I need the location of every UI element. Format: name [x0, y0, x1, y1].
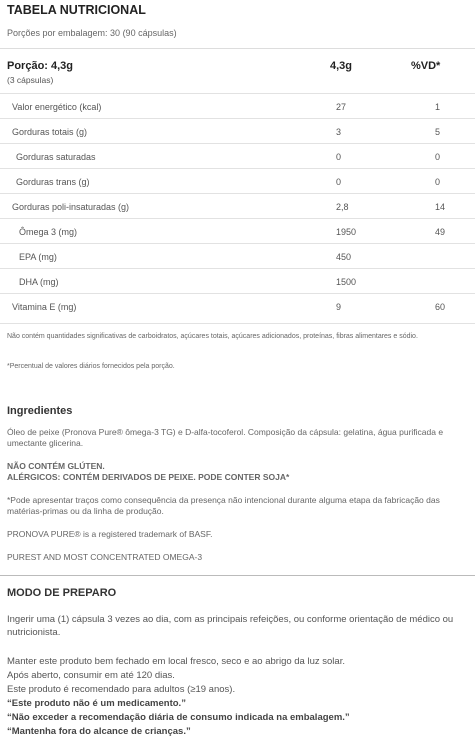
ingredients-text: Óleo de peixe (Pronova Pure® ômega-3 TG) e D-alfa-tocoferol. Composição da cápsula: gelatina, água purificada e umectante glicerina.	[7, 427, 444, 448]
row-amount: 1950	[336, 227, 357, 237]
trademark-note: PRONOVA PURE® is a registered trademark of BASF.	[7, 529, 213, 539]
table-row	[0, 193, 475, 219]
table-row	[0, 168, 475, 194]
allergen-warning: ALÉRGICOS: CONTÉM DERIVADOS DE PEIXE. PODE CONTER SOJA*	[7, 472, 290, 482]
column-header-amount: 4,3g	[330, 60, 353, 72]
gluten-warning: NÃO CONTÉM GLÚTEN.	[7, 461, 105, 471]
row-amount: 27	[336, 102, 347, 112]
row-label: Ômega 3 (mg)	[19, 227, 78, 237]
header-divider	[0, 48, 475, 49]
storage-line-2: Após aberto, consumir em até 120 dias.	[7, 670, 175, 681]
row-vd: 1	[435, 102, 441, 112]
table-row	[0, 243, 475, 269]
row-vd: 49	[435, 227, 446, 237]
table-row	[0, 293, 475, 319]
row-label: DHA (mg)	[19, 277, 59, 287]
prep-title: MODO DE PREPARO	[7, 587, 117, 599]
row-vd: 14	[435, 202, 446, 212]
section-divider	[0, 575, 475, 576]
table-row	[0, 218, 475, 244]
column-header-vd: %VD*	[411, 60, 441, 72]
row-label: Gorduras poli-insaturadas (g)	[12, 202, 130, 212]
table-row	[0, 93, 475, 119]
table-row	[0, 143, 475, 169]
row-amount: 2,8	[336, 202, 349, 212]
row-amount: 0	[336, 177, 342, 187]
row-amount: 3	[336, 127, 342, 137]
traces-note: *Pode apresentar traços como consequência da presença não intencional durante alguma etapa da fabricação das matérias-primas ou da linha de produção.	[7, 495, 440, 516]
row-vd: 5	[435, 127, 441, 137]
table-row	[0, 118, 475, 144]
row-vd: 0	[435, 152, 441, 162]
row-amount: 9	[336, 302, 342, 312]
warning-line-2: “Não exceder a recomendação diária de consumo indicada na embalagem.”	[7, 712, 350, 723]
row-amount: 0	[336, 152, 342, 162]
row-vd: 60	[435, 302, 446, 312]
table-row	[0, 268, 475, 294]
row-label: Gorduras totais (g)	[12, 127, 88, 137]
row-label: Vitamina E (mg)	[12, 302, 77, 312]
purest-note: PUREST AND MOST CONCENTRATED OMEGA-3	[7, 552, 203, 562]
vd-footnote: *Percentual de valores diários fornecidos pela porção.	[7, 363, 175, 370]
storage-line-3: Este produto é recomendado para adultos (≥19 anos).	[7, 684, 236, 695]
row-amount: 1500	[336, 277, 357, 287]
table-title: TABELA NUTRICIONAL	[7, 3, 146, 17]
row-vd: 0	[435, 177, 441, 187]
row-label: Valor energético (kcal)	[12, 102, 102, 112]
row-label: EPA (mg)	[19, 252, 57, 262]
warning-line-1: “Este produto não é um medicamento.”	[7, 698, 186, 709]
row-amount: 450	[336, 252, 352, 262]
prep-instructions: Ingerir uma (1) cápsula 3 vezes ao dia, com as principais refeições, ou conforme orientação de médico ou nutricionista.	[7, 614, 454, 638]
portion-label: Porção: 4,3g	[7, 60, 74, 72]
row-label: Gorduras saturadas	[16, 152, 96, 162]
warning-line-3: “Mantenha fora do alcance de crianças.”	[7, 726, 191, 737]
table-footnote: Não contém quantidades significativas de carboidratos, açúcares totais, açúcares adicionados, proteínas, fibras alimentares e sódio.	[7, 333, 418, 340]
row-label: Gorduras trans (g)	[16, 177, 90, 187]
storage-line-1: Manter este produto bem fechado em local fresco, seco e ao abrigo da luz solar.	[7, 656, 345, 667]
table-bottom-divider	[0, 323, 475, 324]
ingredients-title: Ingredientes	[7, 405, 73, 417]
portion-subtitle: (3 cápsulas)	[7, 75, 54, 85]
servings-text: Porções por embalagem: 30 (90 cápsulas)	[7, 28, 177, 38]
